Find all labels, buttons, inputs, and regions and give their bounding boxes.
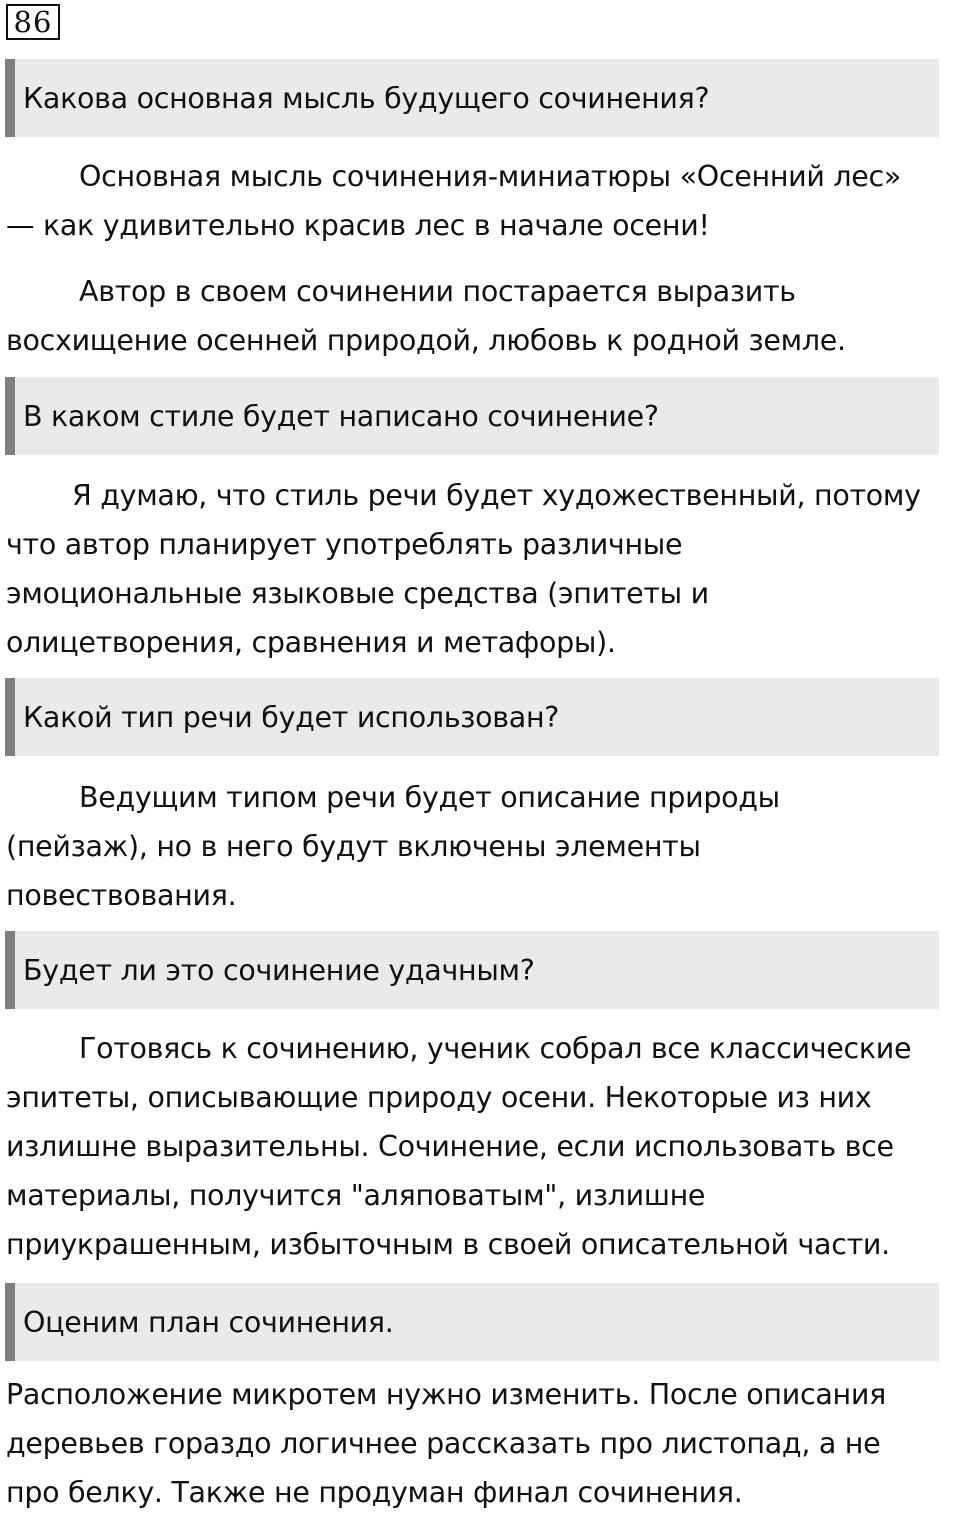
paragraph-line: эпитеты, описывающие природу осени. Некоторые из них — [6, 1081, 872, 1114]
paragraph-line: Ведущим типом речи будет описание природы — [79, 781, 780, 814]
paragraph-line: олицетворения, сравнения и метафоры). — [6, 626, 616, 659]
question-heading-plan — [5, 1283, 939, 1361]
paragraph-line: про белку. Также не продуман финал сочинения. — [6, 1476, 743, 1509]
question-text: Какова основная мысль будущего сочинения? — [23, 81, 710, 115]
answer-paragraph — [6, 152, 951, 250]
answer-paragraph — [6, 471, 951, 667]
paragraph-line: эмоциональные языковые средства (эпитеты и — [6, 577, 709, 610]
question-text: В каком стиле будет написано сочинение? — [23, 399, 659, 433]
question-heading-success — [5, 931, 939, 1009]
answer-paragraph — [6, 773, 951, 920]
paragraph-line: — как удивительно красив лес в начале осени! — [6, 209, 710, 242]
paragraph-line: Я думаю, что стиль речи будет художественный, потому — [72, 479, 921, 512]
paragraph-line: Расположение микротем нужно изменить. После описания — [6, 1378, 886, 1411]
question-heading-speech-type — [5, 678, 939, 756]
paragraph-line: Основная мысль сочинения-миниатюры «Осенний лес» — [79, 160, 902, 193]
question-heading-style — [5, 377, 939, 455]
question-text: Оценим план сочинения. — [23, 1305, 394, 1339]
answer-paragraph — [6, 1370, 951, 1517]
paragraph-line: восхищение осенней природой, любовь к родной земле. — [6, 324, 846, 357]
page-number: 86 — [6, 4, 60, 40]
question-text: Будет ли это сочинение удачным? — [23, 953, 535, 987]
paragraph-line: материалы, получится "аляповатым", излишне — [6, 1179, 706, 1212]
paragraph-line: Готовясь к сочинению, ученик собрал все классические — [79, 1032, 912, 1065]
paragraph-line: что автор планирует употреблять различные — [6, 528, 683, 561]
question-heading-main-idea — [5, 59, 939, 137]
paragraph-line: Автор в своем сочинении постарается выразить — [79, 275, 796, 308]
paragraph-line: излишне выразительны. Сочинение, если использовать все — [6, 1130, 894, 1163]
paragraph-line: приукрашенным, избыточным в своей описательной части. — [6, 1228, 890, 1261]
question-text: Какой тип речи будет использован? — [23, 700, 560, 734]
paragraph-line: (пейзаж), но в него будут включены элементы — [6, 830, 701, 863]
answer-paragraph — [6, 1024, 951, 1269]
answer-paragraph — [6, 267, 951, 365]
paragraph-line: повествования. — [6, 879, 237, 912]
paragraph-line: деревьев гораздо логичнее рассказать про листопад, а не — [6, 1427, 881, 1460]
